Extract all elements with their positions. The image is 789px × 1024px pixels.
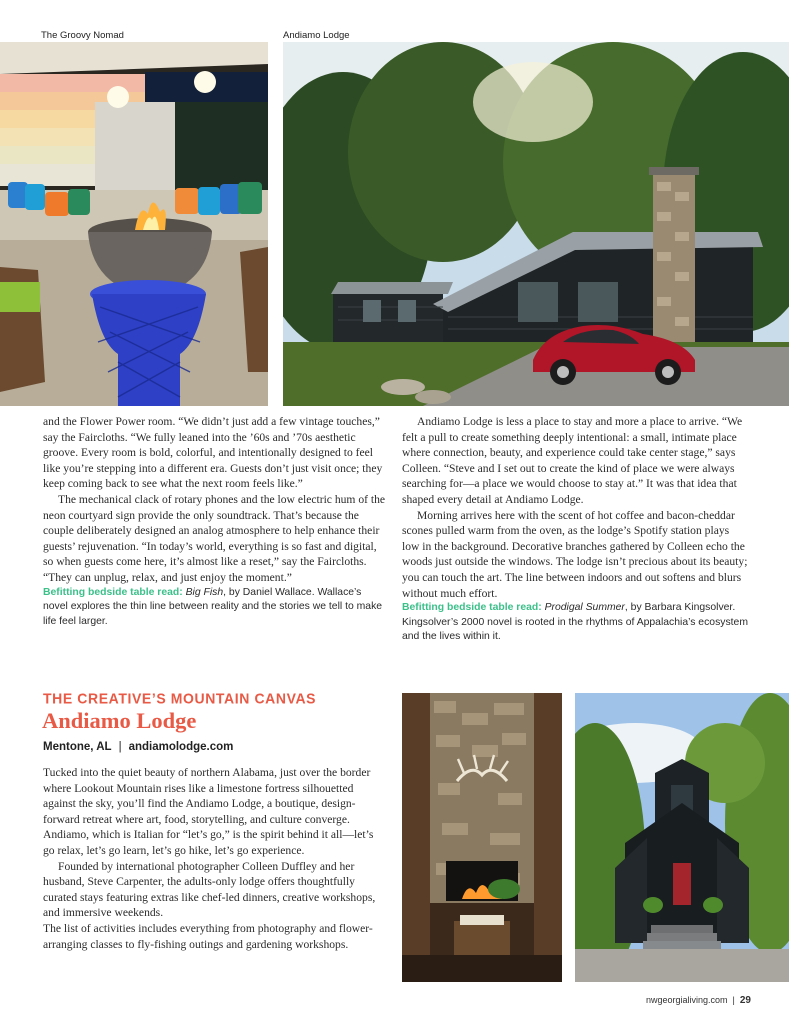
groovy-nomad-illustration: [0, 42, 268, 406]
lodge-exterior-photo: [283, 42, 789, 406]
page-number: 29: [739, 995, 751, 1006]
page-footer: [646, 995, 751, 1006]
fireplace-illustration: [402, 693, 562, 982]
right-bedside-read: [402, 601, 748, 645]
section-paragraph-3: The list of activities includes everything from photography and flower-arranging classes to fly-fishing outings and gardening workshops.: [43, 921, 373, 951]
left-paragraph-1: and the Flower Power room. “We didn’t just add a few vintage touches,” say the Faircloths. “We fully leaned into the ’60s and ’70s aesthetic groove. Every room is bold, colorful, and intentionally designed to feel like you’re stepping into a different era. Guests don’t just visit once; they keep coming back to see what the next room feels like.”: [43, 415, 383, 491]
location-line: [43, 741, 233, 753]
location: Mentone, AL: [43, 741, 112, 753]
right-paragraph-2: Morning arrives here with the scent of hot coffee and bacon-cheddar scones pulled warm from the oven, as the lodge’s Spotify station plays low in the background. Decorative branches gathered by Colleen echo the woods just outside the windows. The lodge isn’t precious about its beauty; you can touch the art. The line between indoors and out softens and blurs without much effort.: [402, 508, 748, 600]
lodge-exterior-illustration: [283, 42, 789, 406]
fireplace-photo: [402, 693, 562, 982]
right-column-text: [402, 414, 748, 645]
photo-caption-andiamo-lodge: Andiamo Lodge: [283, 30, 350, 41]
location-separator: |: [118, 741, 122, 753]
left-bedside-read: [43, 586, 387, 630]
right-tip-lead: Befitting bedside table read:: [402, 602, 542, 614]
section-body-text: [43, 765, 387, 952]
footer-separator: |: [732, 995, 735, 1005]
right-tip-description: , by Barbara Kingsolver. Kingsolver’s 2000 novel is rooted in the rhythms of Appalachia’s ecosystem and the lives within it.: [402, 602, 748, 643]
section-paragraph-1: Tucked into the quiet beauty of northern Alabama, just over the border where Lookout Mountain rises like a limestone fortress silhouetted against the sky, you’ll find the Andiamo Lodge, a boutique, design-forward retreat where art, food, storytelling, and culture converge. Andiamo, which is Italian for “let’s go,” is the spirit behind it all—let’s go relax, let’s go learn, let’s go hike, let’s go experience.: [43, 766, 374, 857]
footer-website[interactable]: nwgeorgialiving.com: [645, 995, 728, 1005]
section-title: Andiamo Lodge: [42, 708, 197, 733]
photo-caption-groovy-nomad: The Groovy Nomad: [41, 30, 124, 41]
left-column-text: [43, 414, 387, 629]
left-tip-lead: Befitting bedside table read:: [43, 586, 183, 598]
left-tip-book-title: Big Fish: [185, 586, 224, 598]
left-tip-description: , by Daniel Wallace. Wallace’s novel explores the thin line between reality and the stories we tell to make life feel larger.: [43, 586, 383, 627]
website-link[interactable]: andiamolodge.com: [128, 741, 234, 753]
chapel-illustration: [575, 693, 789, 982]
section-paragraph-2: Founded by international photographer Colleen Duffley and her husband, Steve Carpenter, the adults-only lodge offers thoughtfully curated stays featuring extras like chef-led dinners, creative workshops, and immersive weekends.: [43, 859, 376, 920]
section-kicker: THE CREATIVE’S MOUNTAIN CANVAS: [43, 689, 317, 707]
right-tip-book-title: Prodigal Summer: [544, 602, 625, 614]
groovy-nomad-photo: [0, 42, 268, 406]
right-paragraph-1: Andiamo Lodge is less a place to stay and more a place to arrive. “We felt a pull to create something deeply intentional: a small, intimate place where connection, beauty, and experience could take center stage,” says Colleen. “Steve and I set out to create the kind of place we were always searching for—a place we would choose to stay at.” It was that idea that shaped every detail at Andiamo Lodge.: [402, 415, 743, 506]
left-paragraph-2: The mechanical clack of rotary phones and the low electric hum of the neon courtyard sign provide the only soundtrack. That’s because the couple deliberately designed an analog atmosphere to help enhance their guests’ rejuvenation. “In today’s world, everything is so fast and digital, so when guests come here, it’s almost like a reset,” say the Faircloths. “They can unplug, relax, and just enjoy the moment.”: [43, 492, 386, 584]
chapel-photo: [575, 693, 789, 982]
